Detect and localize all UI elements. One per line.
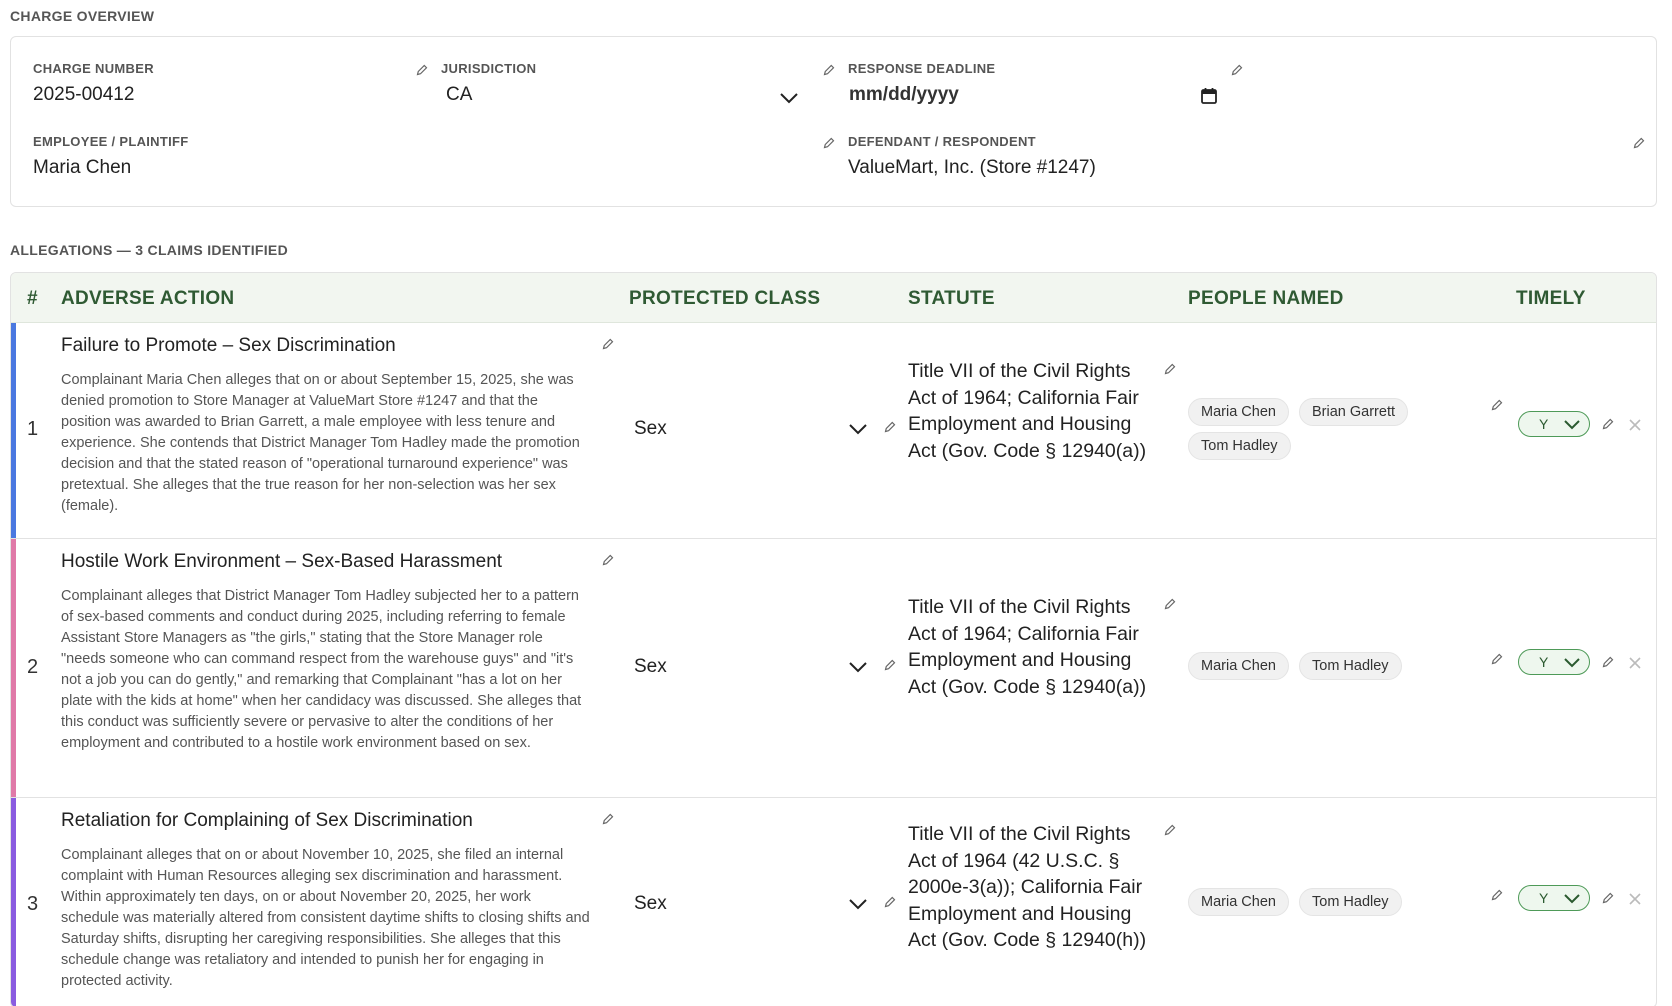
remove-row-close-icon[interactable] bbox=[1627, 417, 1643, 433]
edit-jurisdiction-pencil-icon[interactable] bbox=[822, 63, 836, 77]
edit-statute-pencil-icon[interactable] bbox=[1163, 597, 1177, 611]
allegations-table bbox=[10, 272, 1657, 1006]
edit-timely-pencil-icon[interactable] bbox=[1601, 417, 1615, 431]
edit-charge-number-pencil-icon[interactable] bbox=[415, 63, 429, 77]
column-header-timely: TIMELY bbox=[1516, 288, 1586, 309]
charge-number-field[interactable] bbox=[33, 61, 403, 106]
edit-protected-class-pencil-icon[interactable] bbox=[883, 895, 897, 909]
statute-text[interactable]: Title VII of the Civil Rights Act of 1964; California Fair Employment and Housing Act (Gov. Code § 12940(a)) bbox=[908, 360, 1147, 462]
jurisdiction-field[interactable] bbox=[441, 61, 811, 106]
edit-timely-pencil-icon[interactable] bbox=[1601, 655, 1615, 669]
protected-class-chevron-down-icon[interactable] bbox=[848, 422, 868, 440]
person-chip[interactable]: Maria Chen bbox=[1188, 398, 1289, 426]
edit-response-deadline-pencil-icon[interactable] bbox=[1230, 63, 1244, 77]
timely-value: Y bbox=[1539, 416, 1549, 432]
edit-people-pencil-icon[interactable] bbox=[1490, 652, 1504, 666]
employee-plaintiff-label: EMPLOYEE / PLAINTIFF bbox=[33, 134, 189, 149]
response-deadline-field[interactable] bbox=[848, 61, 1218, 106]
adverse-action-description[interactable]: Complainant Maria Chen alleges that on or about September 15, 2025, she was denied promotion to Store Manager at ValueMart Store #1247 and that the position was awarded to Brian Garrett, a male employee with less tenure and experience. She contends that District Manager Tom Hadley made the promotion decision and that the stated reason of "operational turnaround experience" was pretextual. She alleges that the true reason for her non-selection was her sex (female). bbox=[61, 372, 580, 514]
column-header-protected-class: PROTECTED CLASS bbox=[629, 288, 821, 309]
jurisdiction-select-value[interactable]: CA bbox=[446, 84, 473, 105]
edit-defendant-pencil-icon[interactable] bbox=[1632, 136, 1646, 150]
adverse-action-title[interactable]: Failure to Promote – Sex Discrimination bbox=[61, 335, 396, 356]
timely-value: Y bbox=[1539, 654, 1549, 670]
row-number: 3 bbox=[27, 893, 39, 915]
column-header-statute: STATUTE bbox=[908, 288, 995, 309]
employee-plaintiff-field[interactable] bbox=[33, 134, 813, 179]
timely-chevron-down-icon bbox=[1563, 419, 1581, 431]
person-chip[interactable]: Tom Hadley bbox=[1188, 432, 1291, 460]
row-color-bar bbox=[11, 798, 16, 1006]
column-header-num: # bbox=[27, 288, 38, 309]
protected-class-chevron-down-icon[interactable] bbox=[848, 897, 868, 915]
statute-text[interactable]: Title VII of the Civil Rights Act of 1964 (42 U.S.C. § 2000e-3(a)); California Fair Employment and Housing Act (Gov. Code § 12940(h)) bbox=[908, 823, 1147, 951]
charge-number-value[interactable]: 2025-00412 bbox=[33, 84, 135, 105]
column-header-people-named: PEOPLE NAMED bbox=[1188, 288, 1344, 309]
remove-row-close-icon[interactable] bbox=[1627, 891, 1643, 907]
statute-text[interactable]: Title VII of the Civil Rights Act of 1964; California Fair Employment and Housing Act (Gov. Code § 12940(a)) bbox=[908, 596, 1147, 698]
calendar-icon[interactable] bbox=[1200, 87, 1218, 110]
employee-plaintiff-value[interactable]: Maria Chen bbox=[33, 157, 132, 178]
edit-adverse-action-pencil-icon[interactable] bbox=[601, 337, 615, 351]
charge-overview-heading: CHARGE OVERVIEW bbox=[10, 8, 155, 24]
table-row bbox=[11, 539, 1656, 798]
timely-select[interactable] bbox=[1518, 885, 1590, 911]
table-row bbox=[11, 798, 1656, 1006]
allegations-heading: ALLEGATIONS — 3 CLAIMS IDENTIFIED bbox=[10, 242, 288, 258]
person-chip[interactable]: Tom Hadley bbox=[1299, 652, 1402, 680]
row-color-bar bbox=[11, 323, 16, 538]
adverse-action-description[interactable]: Complainant alleges that District Manager Tom Hadley subjected her to a pattern of sex-based comments and conduct during 2025, including referring to female Assistant Store Managers as "the girls," stating that the Store Manager role "needs someone who can command respect from the warehouse guys" and "it's not a job you can do gently," and remarking that Complainant "has a lot on her plate with the kids at home" when her candidacy was discussed. She alleges that this conduct was sufficiently severe or pervasive to alter the conditions of her employment and contributed to a hostile work environment based on sex. bbox=[61, 588, 582, 751]
edit-statute-pencil-icon[interactable] bbox=[1163, 362, 1177, 376]
timely-select[interactable] bbox=[1518, 411, 1590, 437]
row-number: 1 bbox=[27, 418, 39, 440]
response-deadline-label: RESPONSE DEADLINE bbox=[848, 61, 996, 76]
person-chip[interactable]: Maria Chen bbox=[1188, 652, 1289, 680]
jurisdiction-label: JURISDICTION bbox=[441, 61, 537, 76]
table-row bbox=[11, 323, 1656, 539]
protected-class-select-value[interactable]: Sex bbox=[634, 656, 667, 677]
edit-adverse-action-pencil-icon[interactable] bbox=[601, 553, 615, 567]
edit-protected-class-pencil-icon[interactable] bbox=[883, 658, 897, 672]
defendant-respondent-field[interactable] bbox=[848, 134, 1628, 179]
edit-timely-pencil-icon[interactable] bbox=[1601, 891, 1615, 905]
edit-statute-pencil-icon[interactable] bbox=[1163, 823, 1177, 837]
table-header bbox=[11, 273, 1656, 323]
protected-class-select-value[interactable]: Sex bbox=[634, 418, 667, 439]
timely-value: Y bbox=[1539, 890, 1549, 906]
remove-row-close-icon[interactable] bbox=[1627, 655, 1643, 671]
row-color-bar bbox=[11, 539, 16, 797]
timely-chevron-down-icon bbox=[1563, 657, 1581, 669]
defendant-respondent-label: DEFENDANT / RESPONDENT bbox=[848, 134, 1036, 149]
charge-number-label: CHARGE NUMBER bbox=[33, 61, 154, 76]
protected-class-select-value[interactable]: Sex bbox=[634, 893, 667, 914]
jurisdiction-chevron-down-icon[interactable] bbox=[779, 91, 799, 109]
person-chip[interactable]: Maria Chen bbox=[1188, 888, 1289, 916]
edit-people-pencil-icon[interactable] bbox=[1490, 888, 1504, 902]
column-header-adverse-action: ADVERSE ACTION bbox=[61, 288, 235, 309]
edit-protected-class-pencil-icon[interactable] bbox=[883, 420, 897, 434]
edit-adverse-action-pencil-icon[interactable] bbox=[601, 812, 615, 826]
defendant-respondent-value[interactable]: ValueMart, Inc. (Store #1247) bbox=[848, 157, 1096, 178]
row-number: 2 bbox=[27, 656, 39, 678]
adverse-action-title[interactable]: Retaliation for Complaining of Sex Discrimination bbox=[61, 810, 473, 831]
charge-overview-card bbox=[10, 36, 1657, 207]
protected-class-chevron-down-icon[interactable] bbox=[848, 660, 868, 678]
edit-people-pencil-icon[interactable] bbox=[1490, 398, 1504, 412]
person-chip[interactable]: Tom Hadley bbox=[1299, 888, 1402, 916]
adverse-action-description[interactable]: Complainant alleges that on or about November 10, 2025, she filed an internal complaint with Human Resources alleging sex discrimination and harassment. Within approximately ten days, on or about November 20, 2025, her work schedule was materially altered from consistent daytime shifts to closing shifts and Saturday shifts, disrupting her caregiving responsibilities. She alleges that this schedule change was retaliatory and intended to punish her for engaging in protected activity. bbox=[61, 847, 590, 989]
person-chip[interactable]: Brian Garrett bbox=[1299, 398, 1408, 426]
timely-chevron-down-icon bbox=[1563, 893, 1581, 905]
timely-select[interactable] bbox=[1518, 649, 1590, 675]
adverse-action-title[interactable]: Hostile Work Environment – Sex-Based Harassment bbox=[61, 551, 503, 572]
edit-employee-pencil-icon[interactable] bbox=[822, 136, 836, 150]
response-deadline-date-input[interactable]: mm/dd/yyyy bbox=[849, 84, 959, 105]
